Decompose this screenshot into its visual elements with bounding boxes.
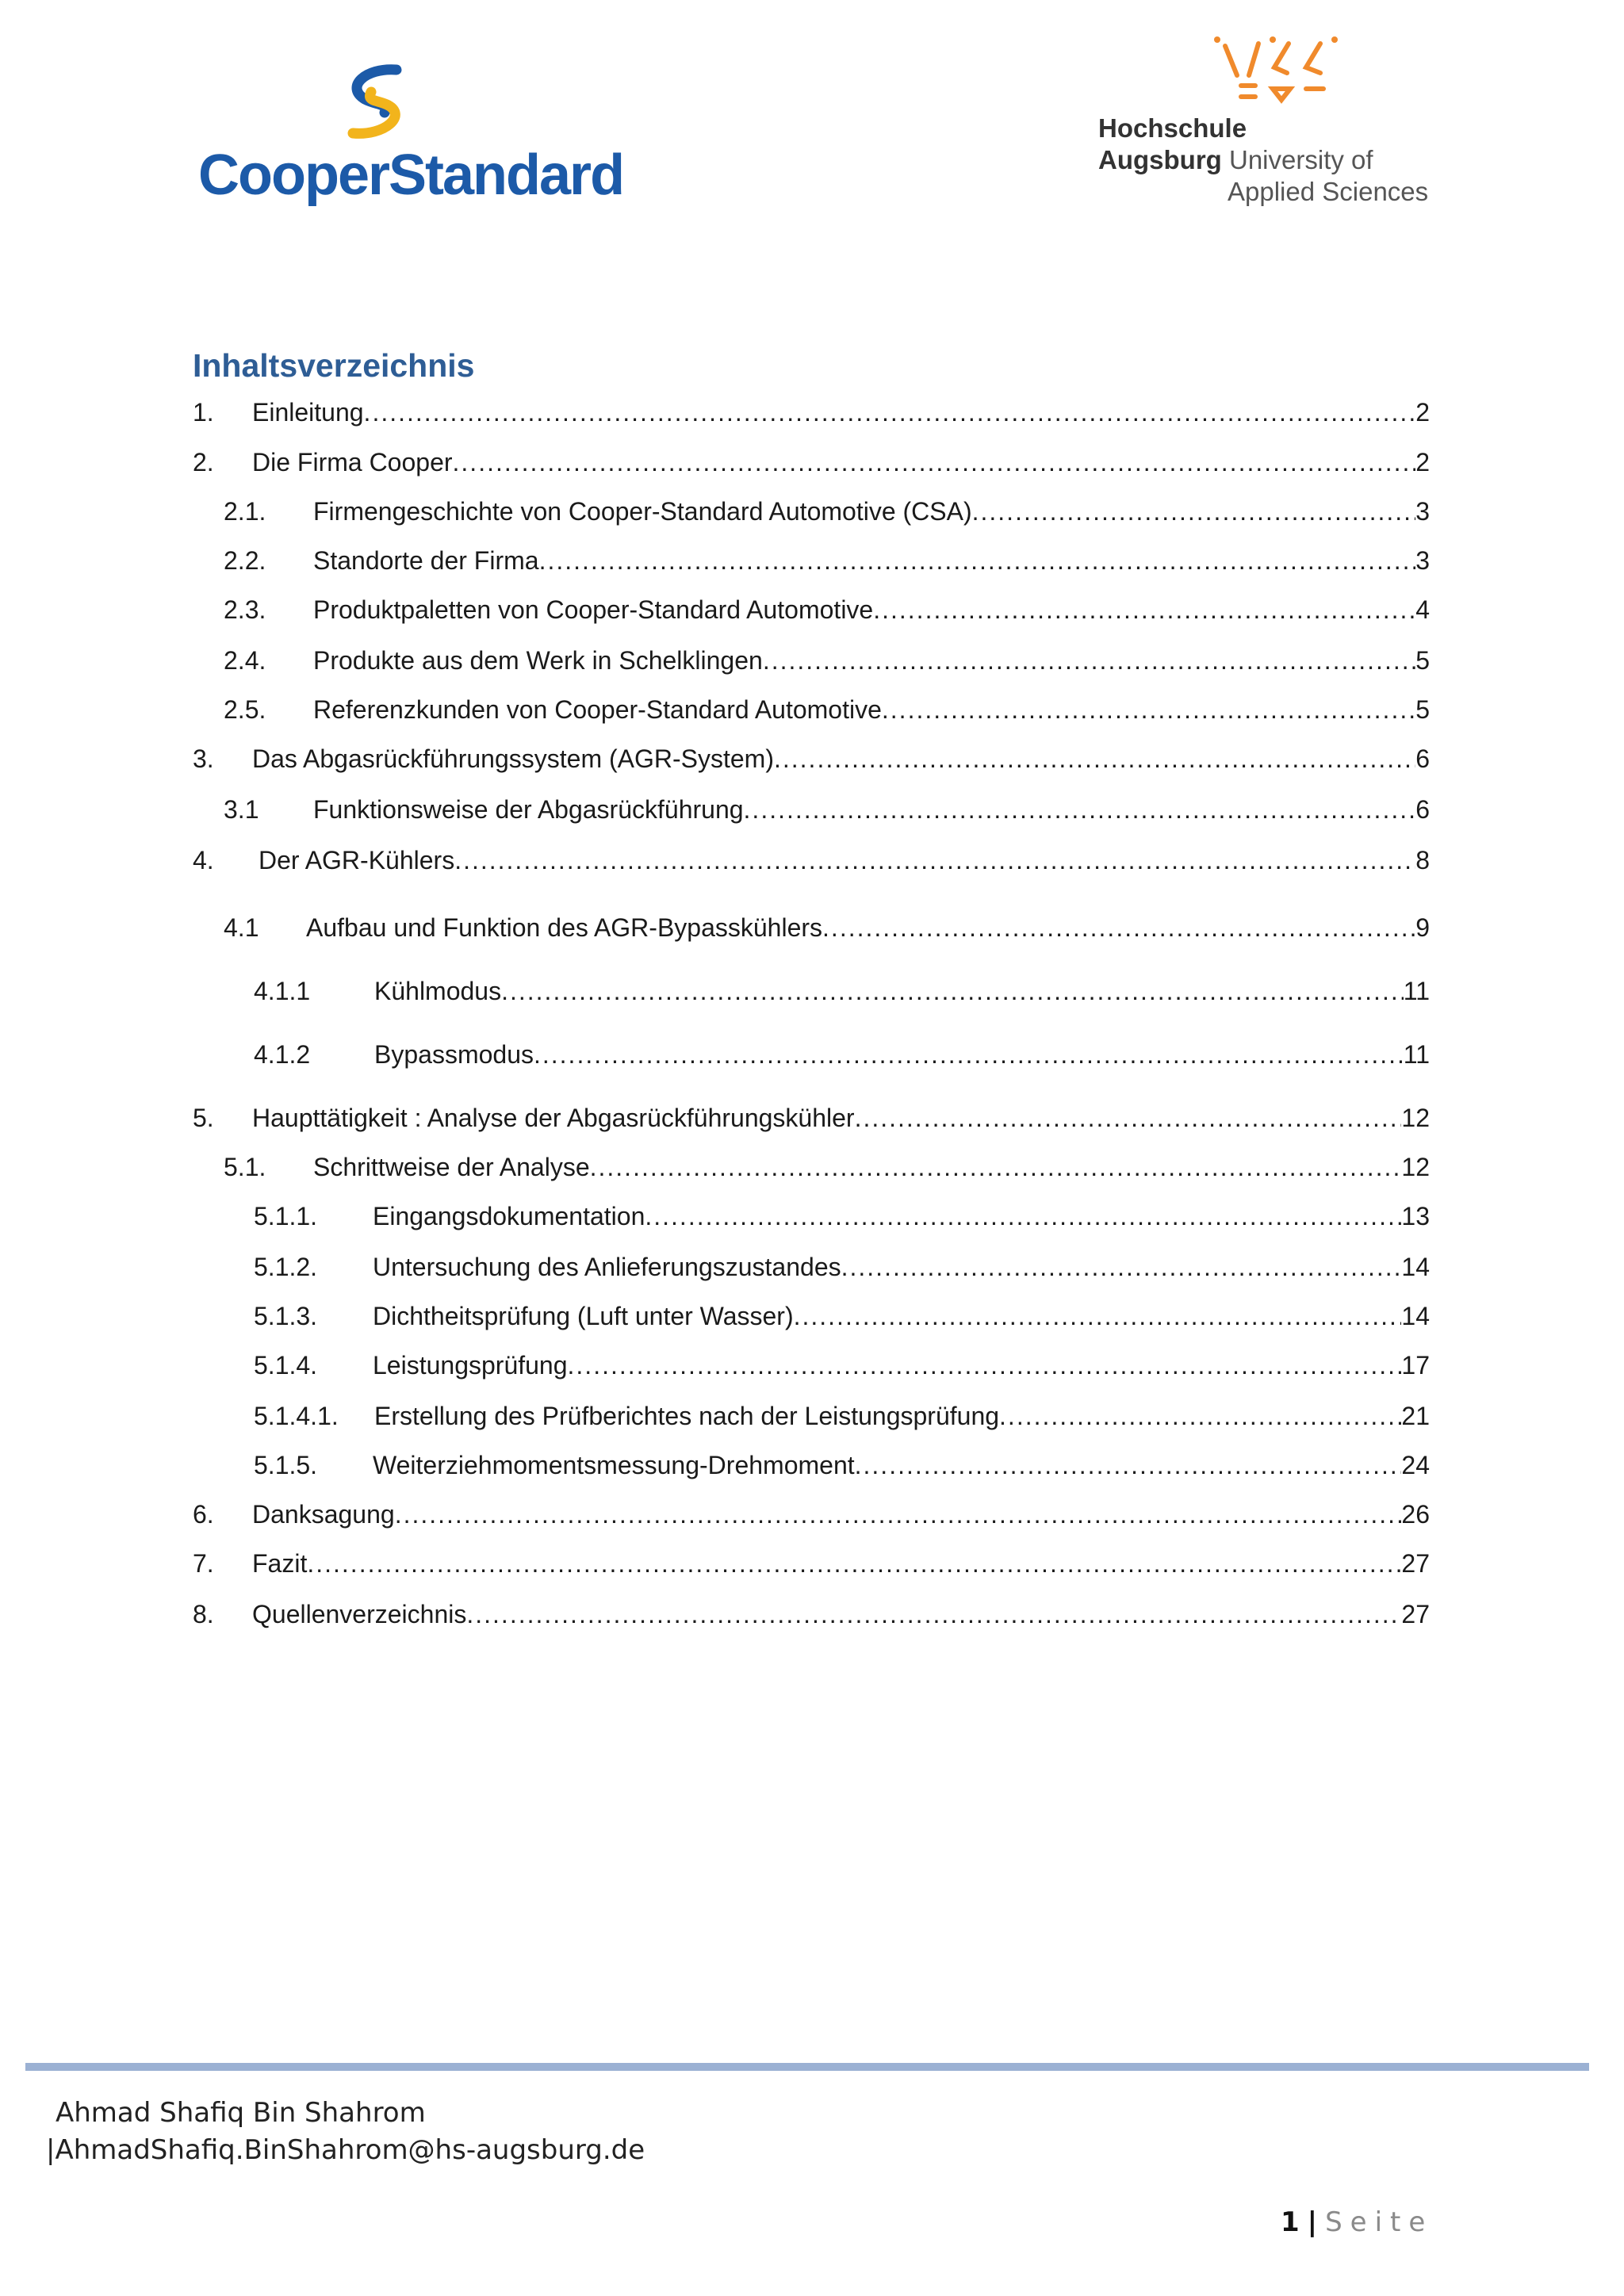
toc-entry[interactable] — [193, 743, 1430, 775]
toc-entry-page: 17 — [1401, 1351, 1430, 1380]
toc-entry-number: 2.1. — [224, 497, 266, 526]
toc-dot-leader — [855, 1449, 1402, 1481]
toc-entry-title: Die Firma Cooper — [252, 448, 453, 476]
hs-logo-line2 — [1098, 145, 1373, 175]
toc-entry-title: Bypassmodus — [374, 1040, 534, 1069]
toc-dot-leader — [972, 496, 1416, 527]
toc-dot-leader — [855, 1102, 1402, 1134]
toc-entry-title: Schrittweise der Analyse — [313, 1153, 590, 1181]
toc-entry-page: 26 — [1401, 1500, 1430, 1529]
toc-entry[interactable] — [193, 1548, 1430, 1579]
toc-entry[interactable] — [193, 1300, 1430, 1332]
footer-author: Ahmad Shafiq Bin Shahrom — [56, 2097, 426, 2129]
toc-entry-number: 5.1.4.1. — [254, 1402, 339, 1430]
toc-dot-leader — [774, 743, 1415, 775]
toc-entry[interactable] — [193, 794, 1430, 825]
toc-entry-page: 21 — [1401, 1402, 1430, 1430]
toc-dot-leader — [873, 594, 1415, 626]
toc-entry[interactable] — [193, 844, 1430, 876]
toc-dot-leader — [645, 1200, 1401, 1232]
toc-entry-page: 5 — [1415, 695, 1430, 724]
page-number-label: Seite — [1325, 2206, 1434, 2238]
toc-entry-number: 2. — [193, 448, 214, 476]
hs-logo-line3: Applied Sciences — [1228, 177, 1429, 206]
hs-logo-line1: Hochschule — [1098, 113, 1247, 143]
toc-entry-title: Fazit — [252, 1549, 308, 1578]
toc-entry-page: 2 — [1415, 398, 1430, 427]
toc-entry-page: 3 — [1415, 546, 1430, 575]
toc-entry[interactable] — [193, 1251, 1430, 1283]
toc-entry[interactable] — [193, 1200, 1430, 1232]
toc-dot-leader — [794, 1300, 1402, 1332]
toc-entry-title: Produkte aus dem Werk in Schelklingen — [313, 646, 763, 675]
toc-dot-leader — [882, 694, 1415, 725]
toc-entry-title: Leistungsprüfung — [373, 1351, 568, 1380]
toc-dot-leader — [822, 912, 1415, 943]
toc-entry[interactable] — [193, 1349, 1430, 1381]
toc-entry-page: 11 — [1403, 977, 1430, 1005]
hs-lightbulb-icon — [1209, 32, 1344, 107]
toc-entry-number: 5.1.2. — [254, 1253, 318, 1281]
hochschule-augsburg-logo — [1098, 32, 1447, 222]
toc-entry[interactable] — [193, 1449, 1430, 1481]
toc-entry-number: 5. — [193, 1104, 214, 1132]
toc-entry[interactable] — [193, 594, 1430, 626]
toc-entry-page: 6 — [1415, 744, 1430, 773]
toc-entry-number: 2.3. — [224, 595, 266, 624]
toc-entry-number: 5.1.4. — [254, 1351, 318, 1380]
toc-entry-title: Das Abgasrückführungssystem (AGR-System) — [252, 744, 774, 773]
toc-dot-leader — [466, 1598, 1401, 1630]
toc-entry-title: Quellenverzeichnis — [252, 1600, 467, 1628]
toc-entry[interactable] — [193, 1102, 1430, 1134]
toc-entry-title: Referenzkunden von Cooper-Standard Automotive — [313, 695, 882, 724]
toc-entry[interactable] — [193, 545, 1430, 576]
toc-entry-title: Untersuchung des Anlieferungszustandes — [373, 1253, 841, 1281]
toc-entry-number: 1. — [193, 398, 214, 427]
toc-entry[interactable] — [193, 496, 1430, 527]
toc-entry-number: 2.4. — [224, 646, 266, 675]
toc-entry[interactable] — [193, 396, 1430, 428]
toc-entry[interactable] — [193, 1039, 1430, 1070]
cooper-swoosh-icon — [341, 63, 412, 139]
toc-entry-page: 8 — [1415, 846, 1430, 874]
toc-dot-leader — [454, 844, 1415, 876]
toc-entry-page: 9 — [1415, 913, 1430, 942]
hs-logo-university: University of — [1229, 145, 1373, 174]
toc-entry-number: 7. — [193, 1549, 214, 1578]
toc-entry-page: 11 — [1403, 1040, 1430, 1069]
toc-dot-leader — [395, 1498, 1402, 1530]
toc-entry[interactable] — [193, 694, 1430, 725]
toc-entry-number: 8. — [193, 1600, 214, 1628]
toc-dot-leader — [539, 545, 1416, 576]
page-number — [1281, 2206, 1433, 2238]
toc-entry[interactable] — [193, 645, 1430, 676]
toc-entry-page: 12 — [1401, 1153, 1430, 1181]
toc-entry-title: Der AGR-Kühlers — [259, 846, 455, 874]
page-number-separator: | — [1307, 2206, 1318, 2238]
toc-entry-page: 27 — [1401, 1600, 1430, 1628]
toc-entry-number: 4.1 — [224, 913, 259, 942]
toc-entry-number: 5.1.3. — [254, 1302, 318, 1330]
toc-entry-page: 13 — [1401, 1202, 1430, 1230]
toc-entry-title: Weiterziehmomentsmessung-Drehmoment — [373, 1451, 855, 1479]
toc-entry[interactable] — [193, 1151, 1430, 1183]
toc-entry-page: 5 — [1415, 646, 1430, 675]
toc-entry-title: Danksagung — [252, 1500, 395, 1529]
toc-entry-number: 3.1 — [224, 795, 259, 824]
toc-entry-title: Aufbau und Funktion des AGR-Bypasskühlers — [306, 913, 823, 942]
toc-dot-leader — [568, 1349, 1402, 1381]
toc-heading: Inhaltsverzeichnis — [193, 347, 475, 384]
hs-logo-augsburg: Augsburg — [1098, 145, 1222, 174]
toc-entry-page: 12 — [1401, 1104, 1430, 1132]
cooper-logo-text: CooperStandard — [198, 144, 624, 207]
toc-entry[interactable] — [193, 446, 1430, 478]
toc-entry-title: Haupttätigkeit : Analyse der Abgasrückführungskühler — [252, 1104, 855, 1132]
toc-entry-title: Funktionsweise der Abgasrückführung — [313, 795, 744, 824]
toc-dot-leader — [999, 1400, 1401, 1432]
toc-entry-number: 2.2. — [224, 546, 266, 575]
toc-entry[interactable] — [193, 912, 1430, 943]
toc-entry-number: 4.1.2 — [254, 1040, 311, 1069]
toc-dot-leader — [534, 1039, 1404, 1070]
toc-entry[interactable] — [193, 975, 1430, 1007]
toc-dot-leader — [501, 975, 1404, 1007]
toc-entry-title: Erstellung des Prüfberichtes nach der Leistungsprüfung — [374, 1402, 1000, 1430]
toc-entry-title: Einleitung — [252, 398, 364, 427]
toc-entry-title: Kühlmodus — [374, 977, 502, 1005]
toc-entry-page: 14 — [1401, 1302, 1430, 1330]
toc-dot-leader — [744, 794, 1416, 825]
toc-dot-leader — [763, 645, 1415, 676]
toc-dot-leader — [307, 1548, 1401, 1579]
toc-entry-page: 27 — [1401, 1549, 1430, 1578]
toc-dot-leader — [590, 1151, 1402, 1183]
toc-entry-title: Dichtheitsprüfung (Luft unter Wasser) — [373, 1302, 794, 1330]
toc-entry-page: 6 — [1415, 795, 1430, 824]
toc-entry-number: 3. — [193, 744, 214, 773]
footer-divider — [25, 2063, 1589, 2071]
toc-dot-leader — [841, 1251, 1402, 1283]
toc-entry-number: 5.1. — [224, 1153, 266, 1181]
toc-entry-number: 2.5. — [224, 695, 266, 724]
toc-entry-number: 4.1.1 — [254, 977, 311, 1005]
toc-entry[interactable] — [193, 1498, 1430, 1530]
toc-dot-leader — [453, 446, 1416, 478]
toc-entry-number: 5.1.5. — [254, 1451, 318, 1479]
toc-entry-title: Produktpaletten von Cooper-Standard Automotive — [313, 595, 874, 624]
toc-entry-number: 4. — [193, 846, 214, 874]
toc-entry-title: Firmengeschichte von Cooper-Standard Automotive (CSA) — [313, 497, 972, 526]
toc-entry-number: 5.1.1. — [254, 1202, 318, 1230]
toc-entry-title: Standorte der Firma — [313, 546, 539, 575]
toc-dot-leader — [364, 396, 1416, 428]
cooper-standard-logo — [198, 63, 624, 214]
footer-email: |AhmadShafiq.BinShahrom@hs-augsburg.de — [46, 2134, 645, 2166]
toc-entry-page: 2 — [1415, 448, 1430, 476]
toc-entry-number: 6. — [193, 1500, 214, 1529]
toc-entry[interactable] — [193, 1598, 1430, 1630]
toc-entry-page: 4 — [1415, 595, 1430, 624]
toc-entry-page: 3 — [1415, 497, 1430, 526]
toc-entry-title: Eingangsdokumentation — [373, 1202, 645, 1230]
page-number-value: 1 — [1281, 2206, 1300, 2238]
toc-entry[interactable] — [193, 1400, 1430, 1432]
toc-entry-page: 24 — [1401, 1451, 1430, 1479]
toc-entry-page: 14 — [1401, 1253, 1430, 1281]
